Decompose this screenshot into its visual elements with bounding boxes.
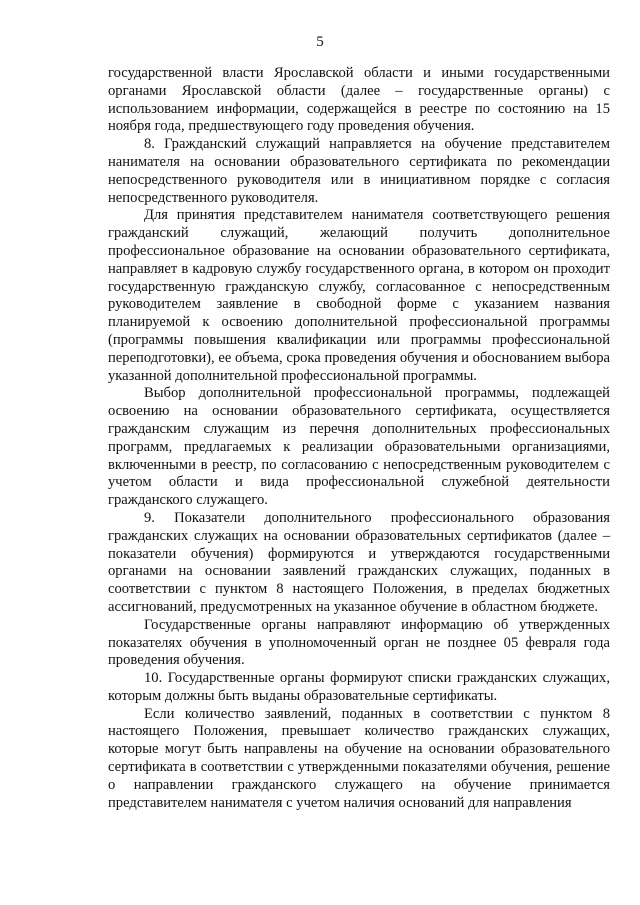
paragraph-continuation: государственной власти Ярославской области и иными государственными органами Ярославской области (далее – государственные органы) с использованием информации, содержащейся в реестре по состоянию на 15 ноября года, предшествующего году проведения обучения. — [108, 65, 610, 135]
paragraph-application-procedure: Для принятия представителем нанимателя соответствующего решения гражданский служащий, желающий получить дополнительное профессиональное образование на основании образовательного сертификата, направляет в кадровую службу государственного органа, в котором он проходит государственную гражданскую службу, согласованное с непосредственным руководителем заявление в свободной форме с указанием названия планируемой к освоению дополнительной профессиональной программы (программы повышения квалификации или программы профессиональной переподготовки), ее объема, срока проведения обучения и обоснованием выбора указанной дополнительной профессиональной программы. — [108, 207, 610, 384]
document-body — [108, 65, 610, 812]
paragraph-item-10: 10. Государственные органы формируют списки гражданских служащих, которым должны быть выданы образовательные сертификаты. — [108, 670, 610, 704]
paragraph-excess-applications: Если количество заявлений, поданных в соответствии с пунктом 8 настоящего Положения, превышает количество гражданских служащих, которые могут быть направлены на обучение на основании образовательного сертификата в соответствии с утвержденными показателями обучения, решение о направлении гражданского служащего на обучение принимается представителем нанимателя с учетом наличия оснований для направления — [108, 705, 610, 811]
paragraph-program-choice: Выбор дополнительной профессиональной программы, подлежащей освоению на основании образовательного сертификата, осуществляется гражданским служащим из перечня дополнительных профессиональных программ, предлагаемых к реализации образовательными организациями, включенными в реестр, по согласованию с непосредственным руководителем с учетом области и вида профессиональной служебной деятельности гражданского служащего. — [108, 385, 610, 509]
paragraph-item-8: 8. Гражданский служащий направляется на обучение представителем нанимателя на основании образовательного сертификата по рекомендации непосредственного руководителя или в инициативном порядке с согласия непосредственного руководителя. — [108, 136, 610, 206]
paragraph-item-9: 9. Показатели дополнительного профессионального образования гражданских служащих на основании образовательных сертификатов (далее – показатели обучения) формируются и утверждаются государственными органами на основании заявлений гражданских служащих, поданных в соответствии с пунктом 8 настоящего Положения, в пределах бюджетных ассигнований, предусмотренных на указанное обучение в областном бюджете. — [108, 509, 610, 615]
page-number: 5 — [316, 34, 324, 50]
paragraph-indicators-submission: Государственные органы направляют информацию об утвержденных показателях обучения в уполномоченный орган не позднее 05 февраля года проведения обучения. — [108, 616, 610, 669]
